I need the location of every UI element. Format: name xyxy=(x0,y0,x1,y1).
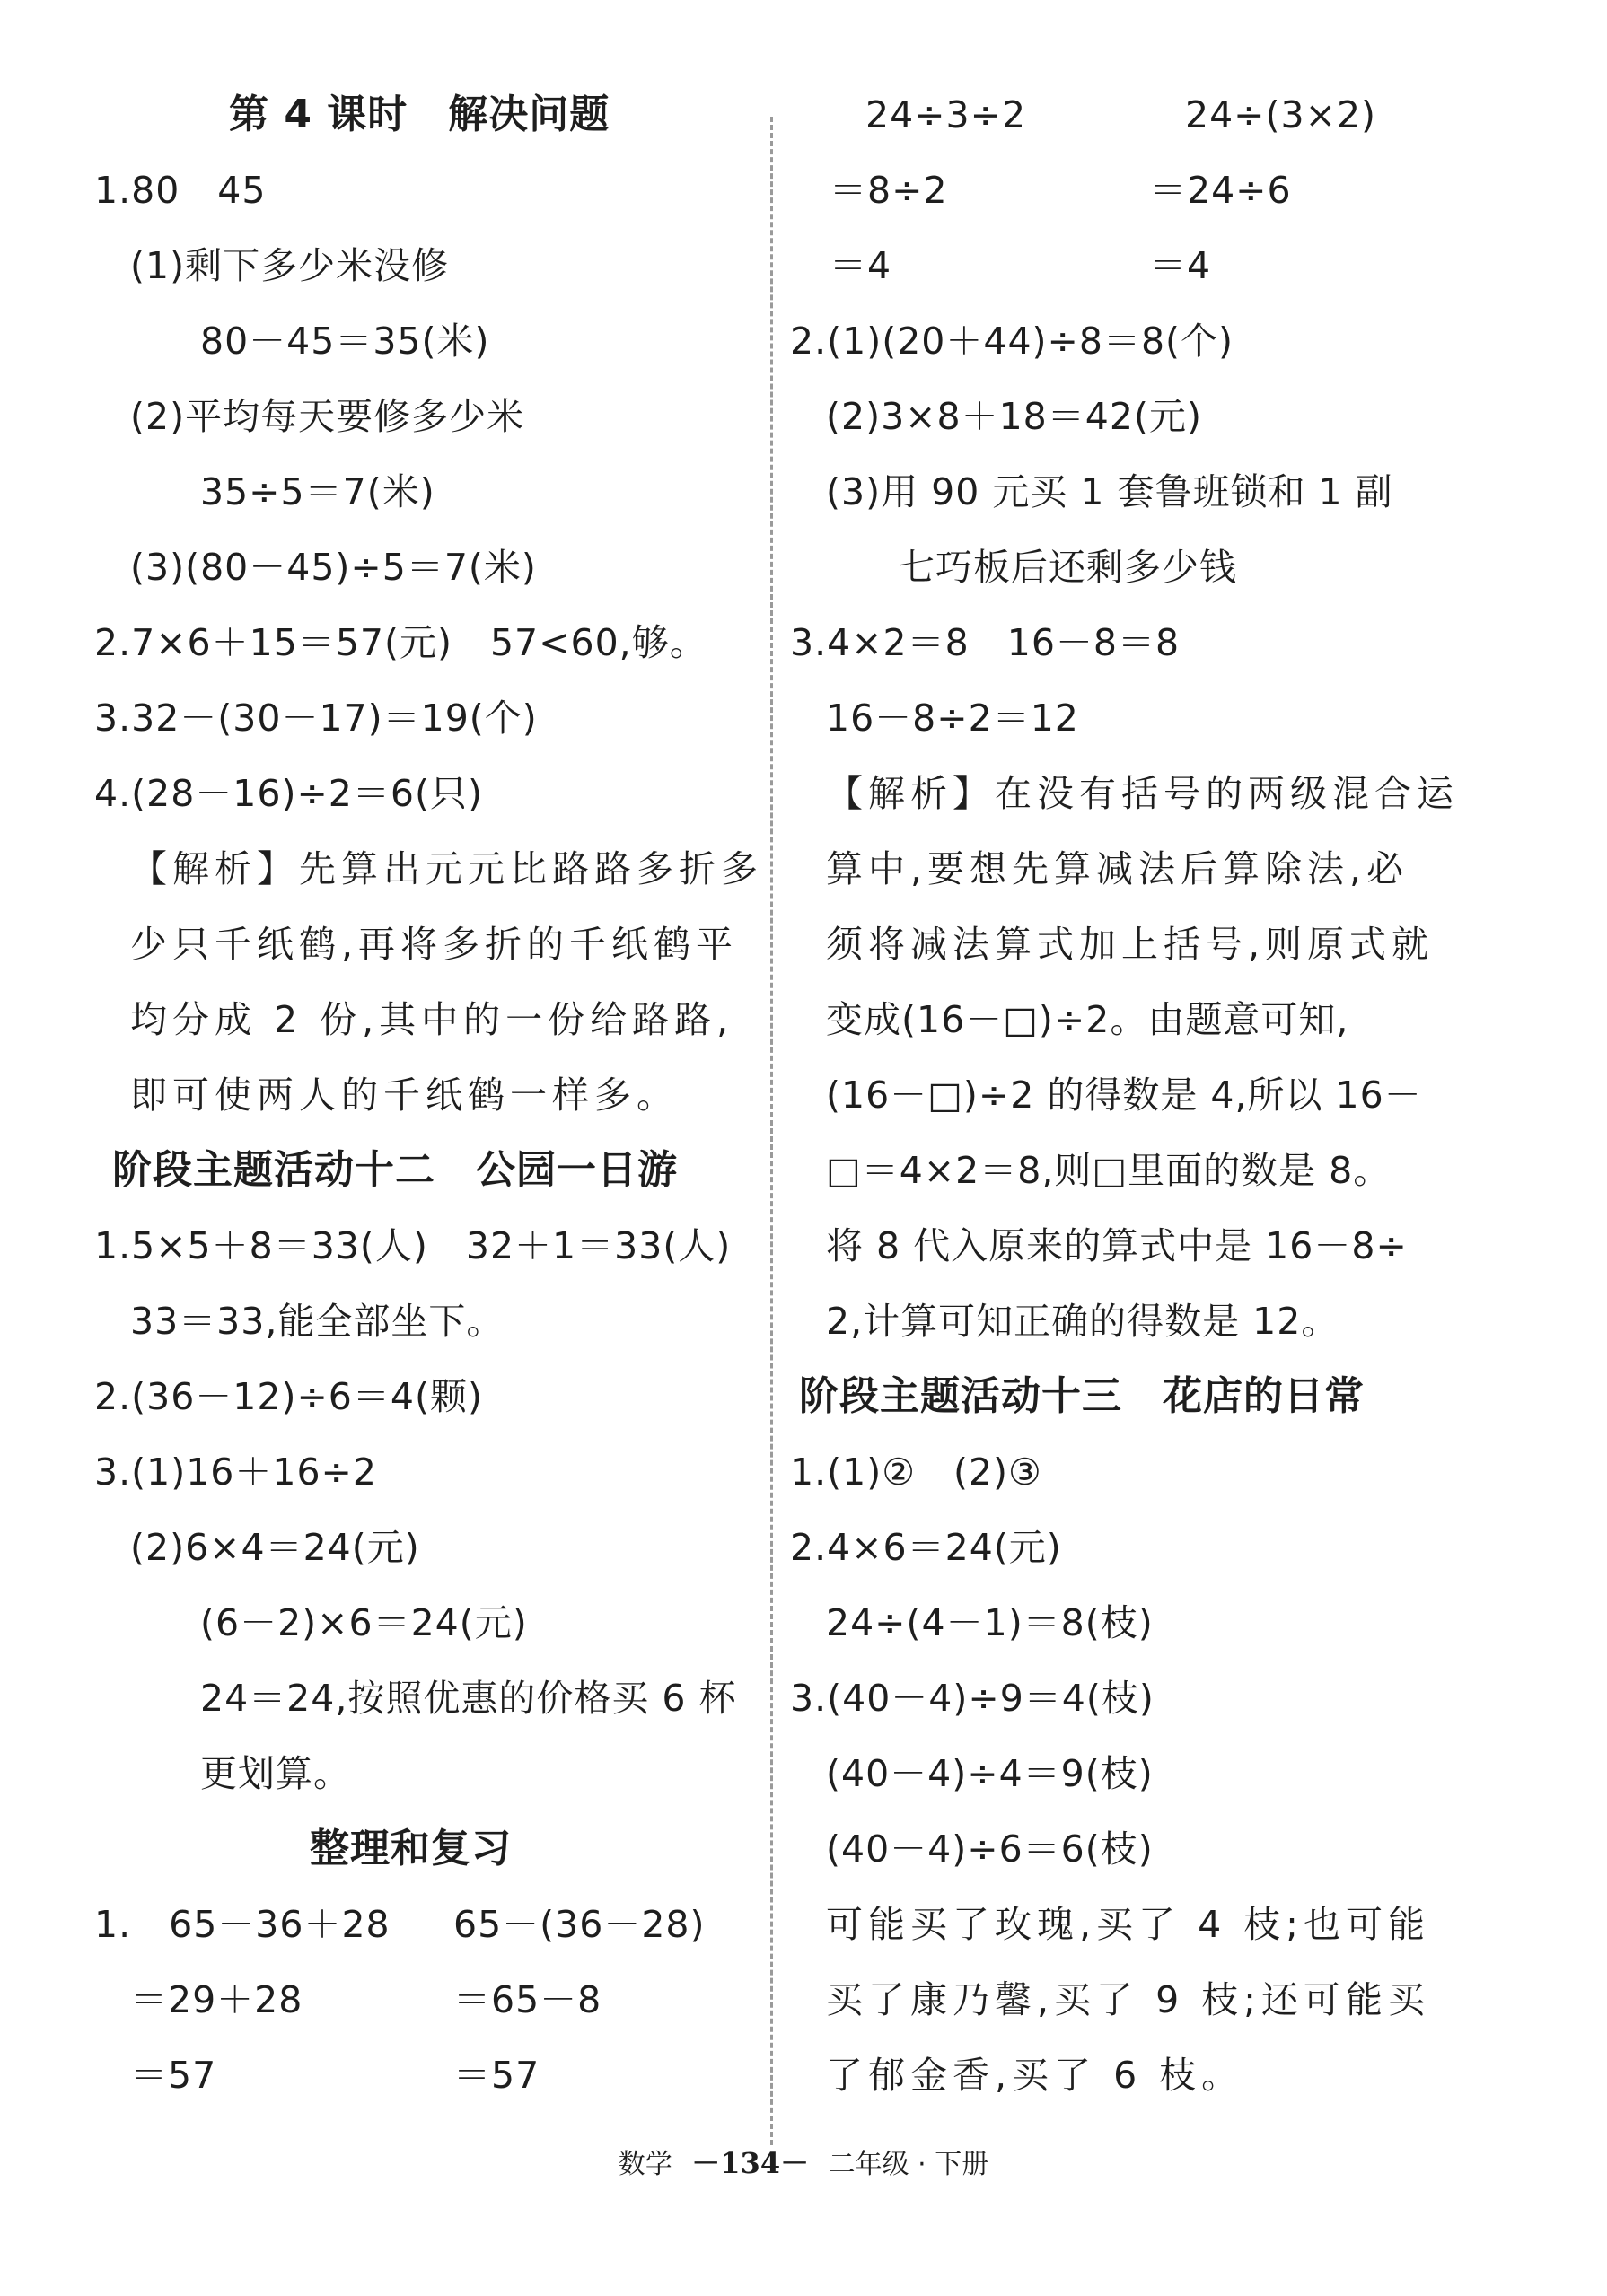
answer-line: 1. 65－36＋28 xyxy=(94,1903,391,1946)
answer-line: 35÷5＝7(米) xyxy=(200,470,435,513)
answer-line: 2.(36－12)÷6＝4(颗) xyxy=(94,1375,483,1418)
answer-line: 3.(40－4)÷9＝4(枝) xyxy=(790,1677,1155,1720)
analysis-line: 【解析】在没有括号的两级混合运 xyxy=(826,772,1459,815)
analysis-line: 2,计算可知正确的得数是 12。 xyxy=(826,1300,1339,1343)
answer-line: 1.80 45 xyxy=(94,169,267,212)
page-number: －134－ xyxy=(691,2146,810,2180)
answer-line: 3.32－(30－17)＝19(个) xyxy=(94,697,538,740)
answer-line: (1)剩下多少米没修 xyxy=(130,244,450,287)
answer-line: ＝4 xyxy=(830,244,892,287)
answer-line: ＝4 xyxy=(1149,244,1212,287)
answer-line: 3.4×2＝8 16－8＝8 xyxy=(790,621,1181,664)
answer-line: 33＝33,能全部坐下。 xyxy=(130,1300,505,1343)
section-heading: 阶段主题活动十三 花店的日常 xyxy=(799,1373,1365,1419)
lesson-title: 第 4 课时 解决问题 xyxy=(229,92,610,137)
analysis-line: 即可使两人的千纸鹤一样多。 xyxy=(130,1074,679,1117)
analysis-line: 少只千纸鹤,再将多折的千纸鹤平 xyxy=(130,923,739,966)
answer-line: (40－4)÷6＝6(枝) xyxy=(826,1827,1154,1871)
analysis-line: 【解析】先算出元元比路路多折多 xyxy=(130,847,763,890)
answer-line: 80－45＝35(米) xyxy=(200,320,490,363)
analysis-line: 须将减法算式加上括号,则原式就 xyxy=(826,923,1435,966)
answer-line: ＝8÷2 xyxy=(830,169,948,212)
answer-line: (2)3×8＋18＝42(元) xyxy=(826,395,1202,438)
answer-line: ＝57 xyxy=(453,2054,540,2097)
answer-line: ＝29＋28 xyxy=(130,1978,303,2021)
answer-line: (2)6×4＝24(元) xyxy=(130,1526,420,1569)
answer-line: 2.(1)(20＋44)÷8＝8(个) xyxy=(790,320,1234,363)
answer-line: 可能买了玫瑰,买了 4 枝;也可能 xyxy=(826,1903,1430,1946)
answer-line: 24÷(3×2) xyxy=(1185,93,1377,136)
analysis-line: 算中,要想先算减法后算除法,必 xyxy=(826,847,1409,890)
section-heading: 整理和复习 xyxy=(310,1826,512,1871)
answer-line: 65－(36－28) xyxy=(453,1903,706,1946)
answer-line: 3.(1)16＋16÷2 xyxy=(94,1450,377,1494)
section-heading: 阶段主题活动十二 公园一日游 xyxy=(112,1147,678,1193)
answer-line: 买了康乃馨,买了 9 枝;还可能买 xyxy=(826,1978,1430,2021)
analysis-line: 将 8 代入原来的算式中是 16－8÷ xyxy=(826,1224,1408,1267)
answer-line: (3)用 90 元买 1 套鲁班锁和 1 副 xyxy=(826,470,1393,513)
answer-line: 24÷3÷2 xyxy=(865,93,1027,136)
footer-subject: 数学 xyxy=(618,2149,672,2180)
analysis-line: 均分成 2 份,其中的一份给路路, xyxy=(130,998,734,1041)
analysis-line: □＝4×2＝8,则□里面的数是 8。 xyxy=(826,1149,1392,1192)
answer-line: 16－8÷2＝12 xyxy=(826,697,1079,740)
answer-line: ＝24÷6 xyxy=(1149,169,1292,212)
answer-line: (40－4)÷4＝9(枝) xyxy=(826,1752,1154,1795)
answer-line: 1.5×5＋8＝33(人) 32＋1＝33(人) xyxy=(94,1224,732,1267)
answer-line: 了郁金香,买了 6 枝。 xyxy=(826,2054,1244,2097)
analysis-line: 变成(16－□)÷2。由题意可知, xyxy=(826,998,1349,1041)
answer-line: 1.(1)② (2)③ xyxy=(790,1450,1042,1494)
answer-line: 更划算。 xyxy=(200,1752,351,1795)
footer-grade: 二年级 · 下册 xyxy=(828,2149,989,2180)
page-footer xyxy=(0,2143,1607,2185)
column-divider xyxy=(770,117,773,2145)
answer-line: 七巧板后还剩多少钱 xyxy=(898,546,1237,589)
answer-line: 4.(28－16)÷2＝6(只) xyxy=(94,772,483,815)
answer-line: (3)(80－45)÷5＝7(米) xyxy=(130,546,537,589)
analysis-line: (16－□)÷2 的得数是 4,所以 16－ xyxy=(826,1074,1422,1117)
answer-line: 2.7×6＋15＝57(元) 57<60,够。 xyxy=(94,621,707,664)
answer-line: 24÷(4－1)＝8(枝) xyxy=(826,1601,1154,1644)
answer-line: ＝57 xyxy=(130,2054,217,2097)
answer-line: 2.4×6＝24(元) xyxy=(790,1526,1062,1569)
answer-line: (6－2)×6＝24(元) xyxy=(200,1601,528,1644)
answer-line: (2)平均每天要修多少米 xyxy=(130,395,525,438)
answer-line: ＝65－8 xyxy=(453,1978,602,2021)
answer-line: 24＝24,按照优惠的价格买 6 杯 xyxy=(200,1677,737,1720)
